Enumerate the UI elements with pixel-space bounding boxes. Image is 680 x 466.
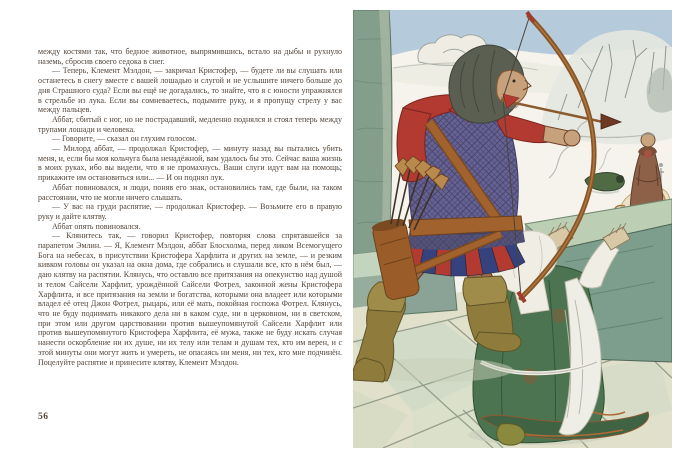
paragraph: Аббат опять повиновался. xyxy=(52,221,141,231)
paragraph: — Милорд аббат, — продолжал Кристофер, — минуту назад вы пытались убить меня, и, если бы моя кольчуга была ненадёжной, вам удалось бы это. Сейчас ваша жизнь в моих руках, ибо вы видели, что я не промахнусь. Ваши слуги идут вам на помощь; прикажите им остановиться или... — И он поднял лук. xyxy=(38,144,342,183)
paragraph: Аббат повиновался, и люди, поняв его знак, остановились там, где были, на таком расстоянии, что не могли ничего слышать. xyxy=(38,182,342,202)
paragraph: — Теперь, Клемент Мэлдон, — закричал Кристофер, — будете ли вы слушать или останетесь в снегу вместе с вашей лошадью и слугой и не услышите ничего больше до дня Страшного суда? Если вы ещё не догадались, то знайте, что я с юности упражнялся в стрельбе из лука. Если вы сомневаетесь, подымите руку, и я пропущу стрелу у вас между пальцев. xyxy=(38,66,342,115)
illustration xyxy=(353,10,672,448)
right-page xyxy=(353,10,672,448)
paragraph: — У вас на груди распятие, — продолжал Кристофер. — Возьмите его в правую руку и дайте клятву. xyxy=(38,202,342,221)
woman-shoe xyxy=(497,424,525,446)
paragraph: между костями так, что бедное животное, выпрямившись, встало на дыбы и рухнуло наземь, сбросив своего седока в снег. xyxy=(38,47,342,66)
paragraph: Аббат, сбитый с ног, но не пострадавший, медленно поднялся и стоял теперь между трупами лошади и человека. xyxy=(38,114,342,134)
paragraph: — Говорите, — сказал он глухим голосом. xyxy=(52,134,197,144)
page-number: 56 xyxy=(38,412,49,422)
bow-fist xyxy=(564,130,580,146)
paragraph: — Клянитесь так, — говорил Кристофер, повторяя слова спрятавшейся за парапетом Эмлин. — Я, Клемент Мэлдон, аббат Блосхолма, перед ликом Всемогущего Бога на небесах, в присутствии Кристофера Харфлита и других на земле, — и резким кивком головы он указал на окна дома, где собрались и слушали все, кто в нём был, — даю клятву на распятии. Клянусь, что оставлю все притязания на опекунство над душой и телом Сайсели Харфлит, урождённой Сайсели Фотрел, законной жены Кристофера Харфлита, и все притязания на земли и богатства, которыми она владеет или которыми владел её отец Джон Фотрел, рыцарь, или её мать, покойная госпожа Фотрел. Клянусь, что не буду поднимать никакого дела ни в каком суде, ни в церковном, ни в светском, при этом или другом царствовании против вышеупомянутой Сайсели Харфлит или против вышеупомянутого Кристофера Харфлита, её мужа, также не буду искать случая нанести оскорбление ни их душе, ни их телу или телам и душам тех, кто им верен, и с этой минуты они могут жить и умереть, не опасаясь ни меня, ни тех, кто мне подчинён. Поцелуйте распятие и принесите клятву, Клемент Мэлдон. xyxy=(38,231,342,367)
text-block xyxy=(38,47,342,367)
